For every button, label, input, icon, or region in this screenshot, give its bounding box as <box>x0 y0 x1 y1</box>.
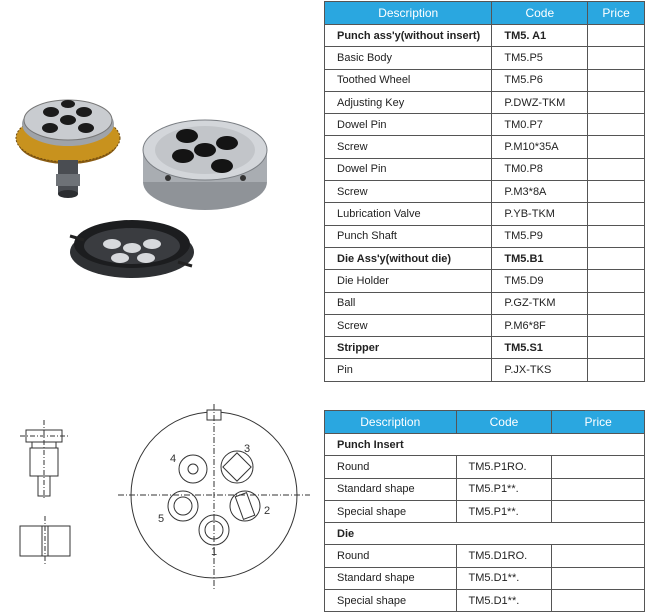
table-row <box>325 456 645 478</box>
price-cell <box>588 337 645 359</box>
code-cell: TM5.P1**. <box>456 478 552 500</box>
table-row <box>325 47 645 69</box>
table-row <box>325 337 645 359</box>
price-cell <box>588 136 645 158</box>
parts-table-header <box>325 2 645 25</box>
station-label-5: 5 <box>158 513 165 525</box>
price-cell <box>588 91 645 113</box>
price-cell <box>588 225 645 247</box>
price-cell <box>588 25 645 47</box>
table-row <box>325 270 645 292</box>
station-label-2: 2 <box>264 505 271 517</box>
description-cell: Screw <box>325 136 492 158</box>
price-cell <box>588 292 645 314</box>
table-row <box>325 181 645 203</box>
table-row <box>325 25 645 47</box>
code-cell: TM5.S1 <box>492 337 588 359</box>
code-cell: P.JX-TKS <box>492 359 588 381</box>
station-label-3: 3 <box>244 443 251 455</box>
code-cell: TM5.P1RO. <box>456 456 552 478</box>
code-cell: TM0.P7 <box>492 114 588 136</box>
code-cell: TM5.D1**. <box>456 590 552 612</box>
description-cell: Round <box>325 456 457 478</box>
price-cell <box>552 500 645 522</box>
description-cell: Screw <box>325 181 492 203</box>
description-cell: Lubrication Valve <box>325 203 492 225</box>
technical-drawing <box>0 0 320 614</box>
code-cell: TM5.P1**. <box>456 500 552 522</box>
column-header-price: Price <box>552 411 645 434</box>
column-header-description: Description <box>325 411 457 434</box>
code-cell: TM5.B1 <box>492 247 588 269</box>
description-cell: Standard shape <box>325 478 457 500</box>
table-row <box>325 567 645 589</box>
description-cell: Dowel Pin <box>325 114 492 136</box>
column-header-code: Code <box>492 2 588 25</box>
table-row <box>325 247 645 269</box>
code-cell: TM5.D1RO. <box>456 545 552 567</box>
price-cell <box>552 545 645 567</box>
description-cell: Adjusting Key <box>325 91 492 113</box>
punch-side-view <box>20 420 70 500</box>
description-cell: Basic Body <box>325 47 492 69</box>
code-cell: P.M3*8A <box>492 181 588 203</box>
price-cell <box>588 314 645 336</box>
table-row <box>325 158 645 180</box>
description-cell: Ball <box>325 292 492 314</box>
column-header-description: Description <box>325 2 492 25</box>
description-cell: Punch Shaft <box>325 225 492 247</box>
price-cell <box>552 478 645 500</box>
table-row <box>325 359 645 381</box>
code-cell: TM5. A1 <box>492 25 588 47</box>
code-cell: P.GZ-TKM <box>492 292 588 314</box>
code-cell: P.YB-TKM <box>492 203 588 225</box>
table-row <box>325 136 645 158</box>
price-cell <box>588 247 645 269</box>
description-cell: Round <box>325 545 457 567</box>
code-cell: P.M10*35A <box>492 136 588 158</box>
code-cell: TM5.D1**. <box>456 567 552 589</box>
price-cell <box>588 270 645 292</box>
section-heading: Punch Insert <box>325 434 645 456</box>
price-cell <box>588 203 645 225</box>
description-cell: Stripper <box>325 337 492 359</box>
price-cell <box>588 181 645 203</box>
description-cell: Special shape <box>325 590 457 612</box>
section-row <box>325 434 645 456</box>
code-cell: TM0.P8 <box>492 158 588 180</box>
description-cell: Special shape <box>325 500 457 522</box>
description-cell: Die Holder <box>325 270 492 292</box>
station-label-4: 4 <box>170 453 177 465</box>
column-header-code: Code <box>456 411 552 434</box>
price-cell <box>588 69 645 91</box>
parts-table <box>324 1 645 382</box>
description-cell: Standard shape <box>325 567 457 589</box>
code-cell: TM5.D9 <box>492 270 588 292</box>
code-cell: P.DWZ-TKM <box>492 91 588 113</box>
station-label-1: 1 <box>211 546 218 558</box>
section-row <box>325 523 645 545</box>
description-cell: Die Ass'y(without die) <box>325 247 492 269</box>
price-cell <box>552 590 645 612</box>
table-row <box>325 225 645 247</box>
insert-table <box>324 410 645 612</box>
price-cell <box>588 114 645 136</box>
price-cell <box>588 47 645 69</box>
price-cell <box>588 359 645 381</box>
table-row <box>325 69 645 91</box>
code-cell: TM5.P6 <box>492 69 588 91</box>
table-row <box>325 590 645 612</box>
price-cell <box>588 158 645 180</box>
table-row <box>325 478 645 500</box>
table-row <box>325 292 645 314</box>
table-row <box>325 500 645 522</box>
section-heading: Die <box>325 523 645 545</box>
insert-table-header <box>325 411 645 434</box>
price-cell <box>552 456 645 478</box>
die-plan-view <box>118 404 310 590</box>
die-side-view <box>20 516 70 566</box>
table-row <box>325 114 645 136</box>
table-row <box>325 203 645 225</box>
price-cell <box>552 567 645 589</box>
table-row <box>325 91 645 113</box>
code-cell: TM5.P5 <box>492 47 588 69</box>
description-cell: Toothed Wheel <box>325 69 492 91</box>
description-cell: Dowel Pin <box>325 158 492 180</box>
description-cell: Screw <box>325 314 492 336</box>
code-cell: TM5.P9 <box>492 225 588 247</box>
description-cell: Pin <box>325 359 492 381</box>
table-row <box>325 314 645 336</box>
column-header-price: Price <box>588 2 645 25</box>
code-cell: P.M6*8F <box>492 314 588 336</box>
table-row <box>325 545 645 567</box>
description-cell: Punch ass'y(without insert) <box>325 25 492 47</box>
